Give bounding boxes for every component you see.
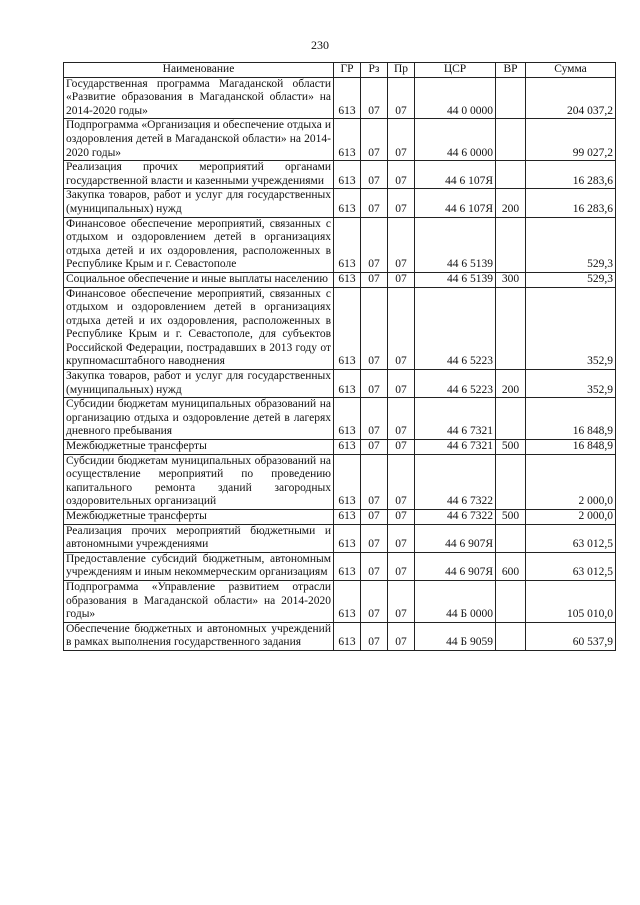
row-rz: 07	[361, 217, 388, 272]
row-gr: 613	[334, 287, 361, 370]
table-row	[64, 440, 616, 455]
row-pr: 07	[388, 622, 415, 650]
header-vr: ВР	[496, 63, 526, 78]
row-pr: 07	[388, 161, 415, 189]
table-row	[64, 622, 616, 650]
row-sum: 16 283,6	[526, 189, 616, 217]
row-name: Субсидии бюджетам муниципальных образований на организацию отдыха и оздоровление детей в лагерях дневного пребывания	[64, 398, 334, 440]
row-csr: 44 6 5223	[415, 370, 496, 398]
row-name: Реализация прочих мероприятий органами государственной власти и казенными учреждениями	[64, 161, 334, 189]
row-pr: 07	[388, 119, 415, 161]
row-vr: 500	[496, 440, 526, 455]
row-vr	[496, 217, 526, 272]
row-sum: 105 010,0	[526, 580, 616, 622]
row-gr: 613	[334, 622, 361, 650]
row-rz: 07	[361, 189, 388, 217]
row-vr	[496, 398, 526, 440]
table-row	[64, 398, 616, 440]
row-name: Реализация прочих мероприятий бюджетными и автономными учреждениями	[64, 524, 334, 552]
row-sum: 352,9	[526, 370, 616, 398]
row-gr: 613	[334, 370, 361, 398]
header-sum: Сумма	[526, 63, 616, 78]
table-row	[64, 287, 616, 370]
row-csr: 44 6 7322	[415, 510, 496, 525]
row-pr: 07	[388, 77, 415, 119]
row-rz: 07	[361, 440, 388, 455]
row-pr: 07	[388, 217, 415, 272]
row-sum: 63 012,5	[526, 552, 616, 580]
row-name: Межбюджетные трансферты	[64, 510, 334, 525]
row-gr: 613	[334, 161, 361, 189]
row-rz: 07	[361, 510, 388, 525]
table-row	[64, 524, 616, 552]
row-gr: 613	[334, 510, 361, 525]
row-csr: 44 6 907Я	[415, 524, 496, 552]
row-pr: 07	[388, 189, 415, 217]
row-csr: 44 Б 9059	[415, 622, 496, 650]
table-header-row	[64, 63, 616, 78]
row-rz: 07	[361, 119, 388, 161]
row-pr: 07	[388, 440, 415, 455]
row-name: Подпрограмма «Управление развитием отрасли образования в Магаданской области» на 2014-2020 годы»	[64, 580, 334, 622]
row-csr: 44 6 107Я	[415, 161, 496, 189]
row-csr: 44 6 5139	[415, 217, 496, 272]
row-name: Субсидии бюджетам муниципальных образований на осуществление мероприятий по проведению капитального ремонта зданий загородных оздоровительных организаций	[64, 454, 334, 509]
row-sum: 352,9	[526, 287, 616, 370]
row-vr	[496, 524, 526, 552]
row-rz: 07	[361, 272, 388, 287]
row-vr	[496, 622, 526, 650]
row-sum: 204 037,2	[526, 77, 616, 119]
row-csr: 44 6 0000	[415, 119, 496, 161]
table-row	[64, 552, 616, 580]
row-vr	[496, 454, 526, 509]
row-rz: 07	[361, 161, 388, 189]
row-vr	[496, 580, 526, 622]
row-csr: 44 0 0000	[415, 77, 496, 119]
row-sum: 529,3	[526, 217, 616, 272]
row-csr: 44 Б 0000	[415, 580, 496, 622]
row-name: Социальное обеспечение и иные выплаты населению	[64, 272, 334, 287]
row-name: Межбюджетные трансферты	[64, 440, 334, 455]
table-row	[64, 272, 616, 287]
row-rz: 07	[361, 552, 388, 580]
budget-table	[63, 62, 616, 651]
row-name: Предоставление субсидий бюджетным, автономным учреждениям и иным некоммерческим организациям	[64, 552, 334, 580]
row-rz: 07	[361, 77, 388, 119]
table-row	[64, 189, 616, 217]
row-gr: 613	[334, 77, 361, 119]
row-gr: 613	[334, 580, 361, 622]
row-sum: 2 000,0	[526, 510, 616, 525]
row-vr	[496, 77, 526, 119]
row-sum: 16 283,6	[526, 161, 616, 189]
row-pr: 07	[388, 510, 415, 525]
row-vr: 500	[496, 510, 526, 525]
row-name: Финансовое обеспечение мероприятий, связанных с отдыхом и оздоровлением детей в организациях отдыха детей и их оздоровления, расположенных в Республике Крым и г. Севастополе, для субъектов Российской Федерации, пострадавших в 2013 году от крупномасштабного наводнения	[64, 287, 334, 370]
row-rz: 07	[361, 454, 388, 509]
row-vr: 200	[496, 370, 526, 398]
row-rz: 07	[361, 580, 388, 622]
row-gr: 613	[334, 524, 361, 552]
row-gr: 613	[334, 119, 361, 161]
row-pr: 07	[388, 272, 415, 287]
table-row	[64, 77, 616, 119]
header-gr: ГР	[334, 63, 361, 78]
row-sum: 16 848,9	[526, 440, 616, 455]
row-pr: 07	[388, 287, 415, 370]
row-sum: 16 848,9	[526, 398, 616, 440]
header-csr: ЦСР	[415, 63, 496, 78]
row-vr	[496, 161, 526, 189]
table-row	[64, 580, 616, 622]
table-row	[64, 217, 616, 272]
row-gr: 613	[334, 440, 361, 455]
row-pr: 07	[388, 580, 415, 622]
row-rz: 07	[361, 398, 388, 440]
row-name: Закупка товаров, работ и услуг для государственных (муниципальных) нужд	[64, 189, 334, 217]
row-sum: 2 000,0	[526, 454, 616, 509]
row-csr: 44 6 7322	[415, 454, 496, 509]
row-name: Подпрограмма «Организация и обеспечение отдыха и оздоровления детей в Магаданской области» на 2014-2020 годы»	[64, 119, 334, 161]
row-rz: 07	[361, 622, 388, 650]
row-gr: 613	[334, 398, 361, 440]
row-rz: 07	[361, 287, 388, 370]
row-name: Финансовое обеспечение мероприятий, связанных с отдыхом и оздоровлением детей в организациях отдыха детей и их оздоровления, расположенных в Республике Крым и г. Севастополе	[64, 217, 334, 272]
row-vr: 200	[496, 189, 526, 217]
row-gr: 613	[334, 272, 361, 287]
row-vr: 300	[496, 272, 526, 287]
table-row	[64, 454, 616, 509]
row-csr: 44 6 5223	[415, 287, 496, 370]
row-pr: 07	[388, 524, 415, 552]
row-pr: 07	[388, 398, 415, 440]
row-csr: 44 6 7321	[415, 398, 496, 440]
row-csr: 44 6 907Я	[415, 552, 496, 580]
row-rz: 07	[361, 370, 388, 398]
row-pr: 07	[388, 552, 415, 580]
row-sum: 99 027,2	[526, 119, 616, 161]
row-csr: 44 6 107Я	[415, 189, 496, 217]
row-gr: 613	[334, 189, 361, 217]
page-number: 230	[311, 38, 329, 52]
row-name: Обеспечение бюджетных и автономных учреждений в рамках выполнения государственного задания	[64, 622, 334, 650]
table-row	[64, 510, 616, 525]
row-sum: 529,3	[526, 272, 616, 287]
row-csr: 44 6 7321	[415, 440, 496, 455]
row-name: Закупка товаров, работ и услуг для государственных (муниципальных) нужд	[64, 370, 334, 398]
row-sum: 63 012,5	[526, 524, 616, 552]
table-row	[64, 370, 616, 398]
row-name: Государственная программа Магаданской области «Развитие образования в Магаданской области» на 2014-2020 годы»	[64, 77, 334, 119]
row-gr: 613	[334, 454, 361, 509]
row-pr: 07	[388, 370, 415, 398]
table-row	[64, 119, 616, 161]
row-sum: 60 537,9	[526, 622, 616, 650]
header-rz: Рз	[361, 63, 388, 78]
header-name: Наименование	[64, 63, 334, 78]
row-csr: 44 6 5139	[415, 272, 496, 287]
row-gr: 613	[334, 217, 361, 272]
table-row	[64, 161, 616, 189]
row-pr: 07	[388, 454, 415, 509]
row-vr: 600	[496, 552, 526, 580]
row-rz: 07	[361, 524, 388, 552]
row-vr	[496, 119, 526, 161]
row-vr	[496, 287, 526, 370]
header-pr: Пр	[388, 63, 415, 78]
row-gr: 613	[334, 552, 361, 580]
